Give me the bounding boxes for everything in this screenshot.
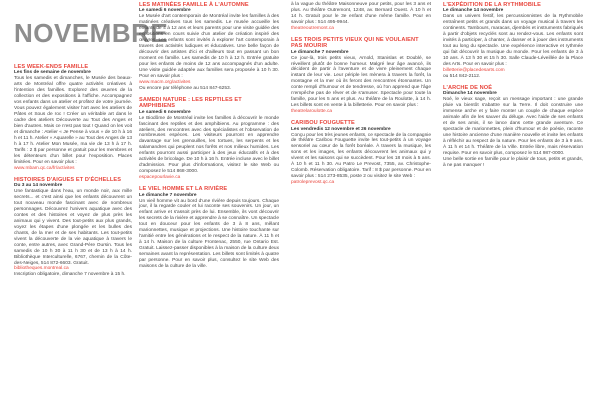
event-heading: LES MATINÉES FAMILLE À L'AUTOMNE	[139, 2, 249, 8]
event-heading: LES WEEK-ENDS FAMILLE	[14, 64, 89, 70]
event-body: Le Musée d'art contemporain de Montréal invite les familles à des matinées créatives tous les samedis. Le musée accueille les enfants de 4 à 12 ans et leurs parents pour une visite guidée des expositions en cours suivie d'un atelier de création inspiré des œuvres. Les enfants sont invités à explorer l'art contemporain à travers des activités ludiques et éducatives. Une belle façon de découvrir des artistes d'ici et d'ailleurs tout en passant un bon moment en famille. Les samedis de 10 h à 12 h. Entrée gratuite pour les enfants de moins de 12 ans accompagnés d'un adulte. Une visite guidée adaptée aux familles sera proposée à 10 h 30. Pour en savoir plus :	[139, 14, 279, 79]
event-body-extra: Ou encore par téléphone au 514 847-6253.	[139, 85, 232, 91]
event-body: à la vague du théâtre Maisonneuve pour petits, pour les 3 ans et plus. Au théâtre Outremont, 1248, av. Bernard Ouest. À 10 h et 14 h. Gratuit pour le 3e enfant d'une même famille. Pour en savoir plus : 514 495-9944.	[291, 2, 431, 25]
event-trois-petits-vieux	[291, 37, 431, 115]
event-date: Les vendredis 12 novembre et 26 novembre	[291, 126, 391, 132]
event-body: Une fantastique dans l'eau, un monde noir, aux mille secrets... et c'est ainsi que les enfants découvrent un tout nouveau monde fascinant avec de nombreux personnages. Découvrez l'univers aquatique avec des contes et des histoires et voyez de plus près les animaux qui y vivent. Des tout-petits aux plus grands, voyez les étapes d'une plongée et les bulles des chants, de la mer et de ses habitants. Les tout-petits vivent la découverte de la vie aquatique à travers le conte, entre autres, avec Grand-Père Oursin. Tous les samedis de 10 h 30 à 11 h 30 et de 13 h à 14 h. Bibliothèque Interculturelle, 6767, chemin de la Côte-des-Neiges, 514 872-6603. Gratuit.	[14, 189, 132, 266]
event-samedi-nature	[139, 97, 279, 181]
event-date: Le dimanche 7 novembre	[291, 49, 349, 55]
event-body: Noé, le vieux sage, reçoit un message important : une grande pluie va bientôt s'abattre sur la Terre. Il doit construire une immense arche et y faire monter un couple de chaque espèce animale afin de les sauver du déluge. Avec l'aide de ses enfants et de ses amis, il se lance dans cette grande aventure. Ce spectacle de marionnettes, plein d'humour et de poésie, raconte une histoire ancienne d'une manière nouvelle et invite les enfants à réfléchir au respect de la nature. Pour les enfants de 3 à 9 ans. À 11 h et 14 h. Théâtre de la Ville. Entrée libre, mais réservation requise. Pour en savoir plus, composez le 514 987-0000.	[443, 97, 583, 156]
event-continuation	[291, 2, 431, 32]
event-heading: LES TROIS PETITS VIEUX QUI NE VOULAIENT PAS MOURIR	[291, 36, 419, 50]
event-viel-homme-riviere	[139, 186, 279, 270]
event-heading: L'EXPÉDITION DE LA RYTHMOBILE	[443, 2, 541, 8]
event-body: Dans un univers festif, les percussionnistes de la Rythmobile entraînent petits et grands dans un voyage musical à travers les continents. Tambours, maracas, djembés et instruments fabriqués à partir d'objets recyclés sont au rendez-vous. Les enfants sont invités à participer, à chanter, à danser et à jouer des instruments tout au long du spectacle. Une expérience interactive et rythmée qui fait découvrir la musique du monde. Pour les enfants de 3 à 10 ans. À 13 h 30 et 15 h 30. Salle Claude-Léveillée de la Place des Arts. Pour en savoir plus :	[443, 14, 583, 68]
event-date: Le dimanche 14 novembre	[443, 8, 504, 14]
event-heading: LE VIEL HOMME ET LA RIVIÈRE	[139, 186, 228, 193]
event-link[interactable]: patroleprevost.qc.ca	[291, 180, 335, 186]
event-caribou-fouguette	[291, 120, 431, 186]
event-body: Conçu pour les très jeunes enfants, ce spectacle de la compagnie de théâtre Caribou Fouguette invite les tout-petits à un voyage sensoriel au cœur de la forêt boréale. À travers la musique, les sons et les images, les enfants découvrent les animaux qui y vivent et les saisons qui se succèdent. Pour les 18 mois à 5 ans. À 10 h et 11 h 30. Au Patro Le Prevost, 7355, av. Christophe-Colomb. Réservation obligatoire. Tarif : 8 $ par personne. Pour en savoir plus : 514 273-8535, poste 2 ou visitez le site Web :	[291, 132, 431, 180]
event-link[interactable]: www.macm.org/activites	[139, 79, 191, 85]
event-body: Le Biodôme de Montréal invite les familles à découvrir le monde fascinant des reptiles et des amphibiens. Au programme : des ateliers, des rencontres avec des spécialistes et l'observation de nombreuses espèces. Les visiteurs pourront en apprendre davantage sur les grenouilles, les tortues, les serpents et les salamandres qui peuplent nos forêts et nos milieux humides. Les enfants pourront aussi participer à des jeux éducatifs et à des activités de bricolage. De 10 h à 16 h. Entrée incluse avec le billet d'admission. Pour plus d'informations, visitez le site Web ou composez le 514 868-3000.	[139, 115, 279, 175]
event-body-extra: Inscription obligatoire, dimanche 7 novembre à 15 h.	[14, 272, 126, 278]
event-link[interactable]: espacepourlavie.ca	[139, 175, 181, 181]
event-heading: L'ARCHE DE NOÉ	[443, 84, 493, 91]
event-body-extra: ou 514 842-2112.	[443, 73, 481, 79]
event-link[interactable]: theatrelaroulotte.ca	[291, 109, 333, 115]
event-heading: HISTOIRES D'AIGUES ET D'ÉCHELLES	[14, 176, 122, 183]
event-arche-de-noe	[443, 85, 583, 169]
column-4	[443, 0, 583, 403]
event-heading: SAMEDI NATURE : LES REPTILES ET AMPHIBIENS	[139, 96, 242, 110]
event-date: Le samedi 6 novembre	[139, 109, 191, 115]
event-date: Du 3 au 14 novembre	[14, 183, 63, 189]
event-body-extra: Une belle sortie en famille pour le plaisir de tous, petits et grands, à ne pas manquer !	[443, 156, 583, 168]
event-heading: CARIBOU FOUGUETTE	[291, 120, 355, 127]
event-link[interactable]: billetterie@placedesarts.com	[443, 67, 505, 73]
column-3	[291, 0, 431, 403]
event-body: Ce jour-là, trois petits vieux, Arnold, Stanislas et Doublé, se réveillent plutôt de bonne humeur. Malgré leur âge avancé, ils décident de partir à l'aventure et de vivre pleinement chaque instant de leur vie. Leur périple les mènera à travers la forêt, la montagne et la mer où ils feront des rencontres étonnantes. Un conte rempli d'humour et de tendresse, où l'on apprend que l'âge n'empêche pas de rêver et de s'amuser. Spectacle pour toute la famille, pour les 5 ans et plus. Au théâtre de la Roulotte, à 14 h. Les billets sont en vente à la billetterie. Pour en savoir plus :	[291, 55, 431, 109]
event-matinees-famille	[139, 2, 279, 92]
event-body: Un vieil homme vit au bord d'une rivière depuis toujours. Chaque jour, il la regarde couler et lui raconte ses souvenirs. Un jour, un enfant arrive et s'assoit près de lui. Ensemble, ils vont découvrir les secrets de la rivière et apprendre à se connaître. Un spectacle tout en douceur pour les enfants de 3 à 8 ans, mêlant marionnettes, musique et projections. Une histoire touchante sur l'amitié entre les générations et le respect de la nature. À 11 h et à 14 h. Maison de la culture Frontenac, 2550, rue Ontario Est. Gratuit. Laissez-passer disponibles à la maison de la culture deux semaines avant la représentation. Les billets sont limités à quatre par personne. Pour en savoir plus, consultez le site Web des maisons de la culture de la ville.	[139, 198, 279, 269]
column-2	[139, 0, 279, 403]
event-date: Le dimanche 7 novembre	[139, 192, 197, 198]
event-link[interactable]: www.mbam.qc.ca/fr/activites	[14, 165, 75, 171]
event-date: Les fins de semaine de novembre	[14, 70, 91, 76]
event-link[interactable]: bibliotheques.montreal.ca	[14, 266, 69, 272]
event-date: Le samedi 6 novembre	[139, 8, 191, 14]
event-body: Tous les samedis et dimanches, le Musée des beaux-arts de Montréal offre quatre activités créatives à l'intention des familles. Explorez des œuvres de la collection et des expositions à l'affiche. Accompagnez vos enfants dans un atelier et profitez de votre journée. Vous pouvez également visiter l'art avec les ateliers de Pâtes et Sous de roc ! Créer un véritable art dans le cadre des ateliers Découverte au Tout des Anges et bien d'autres. Mais ce n'est pas tout ! Quand on les voit et dimanche : Atelier « Je Pense à vous » de 10 h à 16 h et 11 h. Atelier « Aquarelle » au Tout des Anges de 13 h à 17 h. Atelier Mon Musée, ma vie de 13 h à 17 h. Tarifs : 2 $ par personne et gratuit pour les membres et les détenteurs d'un billet pour l'exposition. Places limitées. Pour en savoir plus :	[14, 76, 132, 165]
event-date: Dimanche 14 novembre	[443, 91, 497, 97]
event-expedition-rythmobile	[443, 2, 583, 80]
event-link[interactable]: theatreoutremont.ca	[291, 25, 334, 31]
month-title: NOVEMBRE	[14, 18, 169, 48]
event-histoires-aigues	[14, 177, 132, 279]
event-week-ends-famille	[14, 64, 132, 172]
